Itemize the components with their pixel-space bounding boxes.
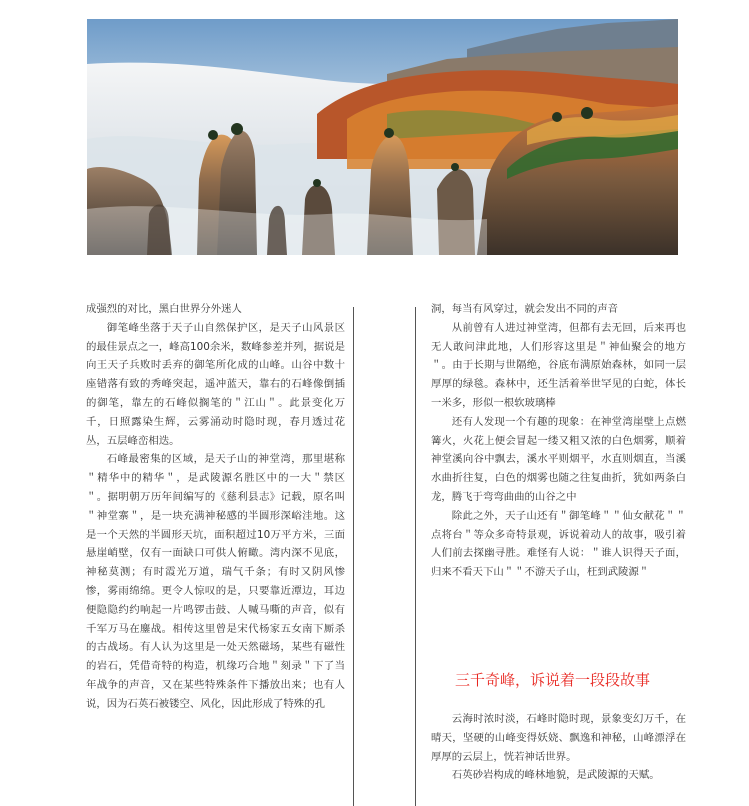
left-text-column [86,300,345,714]
mountain-fog-illustration [87,19,678,255]
right-paragraph: 还有人发现一个有趣的现象：在神堂湾崖壁上点燃篝火，火花上便会冒起一缕又粗又浓的白色烟雾，顺着神堂溪向谷中飘去，溪水平则烟平，水直则烟直，当溪水曲折往复，白色的烟雾也随之往复曲折，犹如两条白龙，腾飞于弯弯曲曲的山谷之中 [431,415,686,503]
column-divider-left [353,307,354,806]
right-section-paragraph: 云海时浓时淡，石峰时隐时现，景象变幻万千，在晴天，坚硬的山峰变得妖娆、飘逸和神秘，山峰漂浮在厚厚的云层上，恍若神话世界。 [431,713,686,763]
left-paragraph: 成强烈的对比，黑白世界分外迷人 [86,303,242,315]
right-section-text [431,710,686,785]
section-heading: 三千奇峰，诉说着一段段故事 [455,671,651,689]
column-divider-right [415,307,416,806]
left-paragraph: 石峰最密集的区域，是天子山的神堂湾，那里堪称＂精华中的精华＂，是武陵源名胜区中的一大＂禁区＂。据明朝万历年间编写的《慈利县志》记载，原名叫＂神堂寨＂，是一块充满神秘感的半圆形深峪洼地。这是一个天然的半圆形天坑，面积超过10万平方米，三面悬崖峭壁，仅有一面缺口可供人俯瞰。湾内深不见底，神秘莫测；有时霞光万道，瑞气千条；有时又阴风惨惨，雾雨绵绵。更令人惊叹的是，只要靠近潭边，耳边便隐隐约约响起一片鸣锣击鼓、人喊马嘶的声音，似有千军万马在鏖战。相传这里曾是宋代杨家五女南下厮杀的古战场。有人认为这里是一处天然磁场，某些有磁性的岩石，凭借奇特的构造，机缘巧合地＂刻录＂下了当年战争的声音，又在某些特殊条件下播放出来；也有人说，因为石英石被镂空、风化，因此形成了特殊的孔 [86,453,345,710]
right-section-paragraph: 石英砂岩构成的峰林地貌，是武陵源的天赋。 [451,769,660,782]
right-paragraph: 从前曾有人进过神堂湾，但都有去无回，后来再也无人敢问津此地，人们形容这里是＂神仙聚会的地方＂。由于长期与世隔绝，谷底布满原始森林，如同一层厚厚的绿毯。森林中，还生活着举世罕见的白蛇，体长一米多，形似一根软玻璃棒 [431,321,686,409]
landscape-photo [87,19,678,255]
left-paragraph: 御笔峰坐落于天子山自然保护区，是天子山风景区的最佳景点之一，峰高100余米，数峰参差并列，据说是向王天子兵败时丢弃的御笔所化成的山峰。山谷中数十座错落有致的秀峰突起，遥冲蓝天，靠右的石峰像倒插的御笔，靠左的石峰似搁笔的＂江山＂。此景变化万千，日照露染生辉，云雾涌动时隐时现，春月透过花丛，五层峰峦相迭。 [86,321,345,447]
right-paragraph: 除此之外，天子山还有＂御笔峰＂＂仙女献花＂＂点将台＂等众多奇特景观，诉说着动人的故事，吸引着人们前去探幽寻胜。难怪有人说：＂谁人识得天子面，归来不看天下山＂＂不游天子山，枉到武陵源＂ [431,509,686,579]
right-paragraph: 洞，每当有风穿过，就会发出不同的声音 [431,303,619,315]
right-text-column [431,300,686,582]
